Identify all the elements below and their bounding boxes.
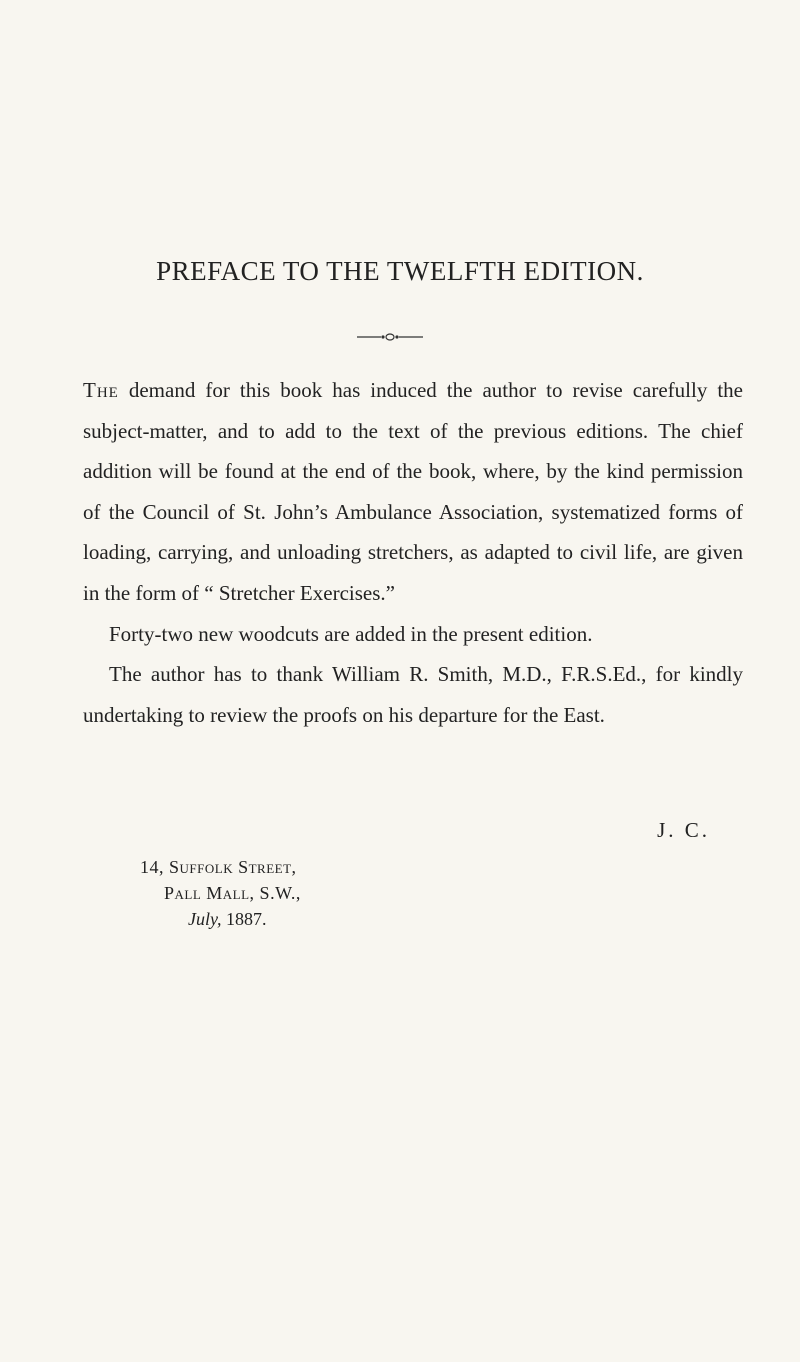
address-line-3	[140, 906, 301, 932]
paragraph-2: Forty-two new woodcuts are added in the present edition.	[109, 621, 593, 646]
address-block	[140, 854, 301, 932]
author-signature: J. C.	[657, 818, 710, 842]
address-month: July,	[188, 909, 222, 929]
paragraph-3: The author has to thank William R. Smith, M.D., F.R.S.Ed., for kindly undertaking to review the proofs on his departure for the East.	[83, 662, 743, 727]
divider-ornament	[357, 332, 423, 342]
address-line-2: Pall Mall, S.W.,	[164, 883, 301, 903]
address-year: 1887.	[221, 909, 267, 929]
paragraph-1-text: demand for this book has induced the author to revise carefully the subject-matter, and to add to the text of the previous editions. The chief addition will be found at the end of the book, where, by the kind permission of the Council of St. John’s Ambulance Association, systematized forms of loading, carrying, and unloading stretchers, as adapted to civil life, are given in the form of “ Stretcher Exercises.”	[83, 378, 743, 605]
preface-body	[83, 370, 743, 735]
paragraph-1-lead: The	[83, 378, 119, 402]
page-title: PREFACE TO THE TWELFTH EDITION.	[156, 256, 644, 286]
paragraph-1	[83, 370, 743, 614]
address-line-1: 14, Suffolk Street,	[140, 857, 297, 877]
